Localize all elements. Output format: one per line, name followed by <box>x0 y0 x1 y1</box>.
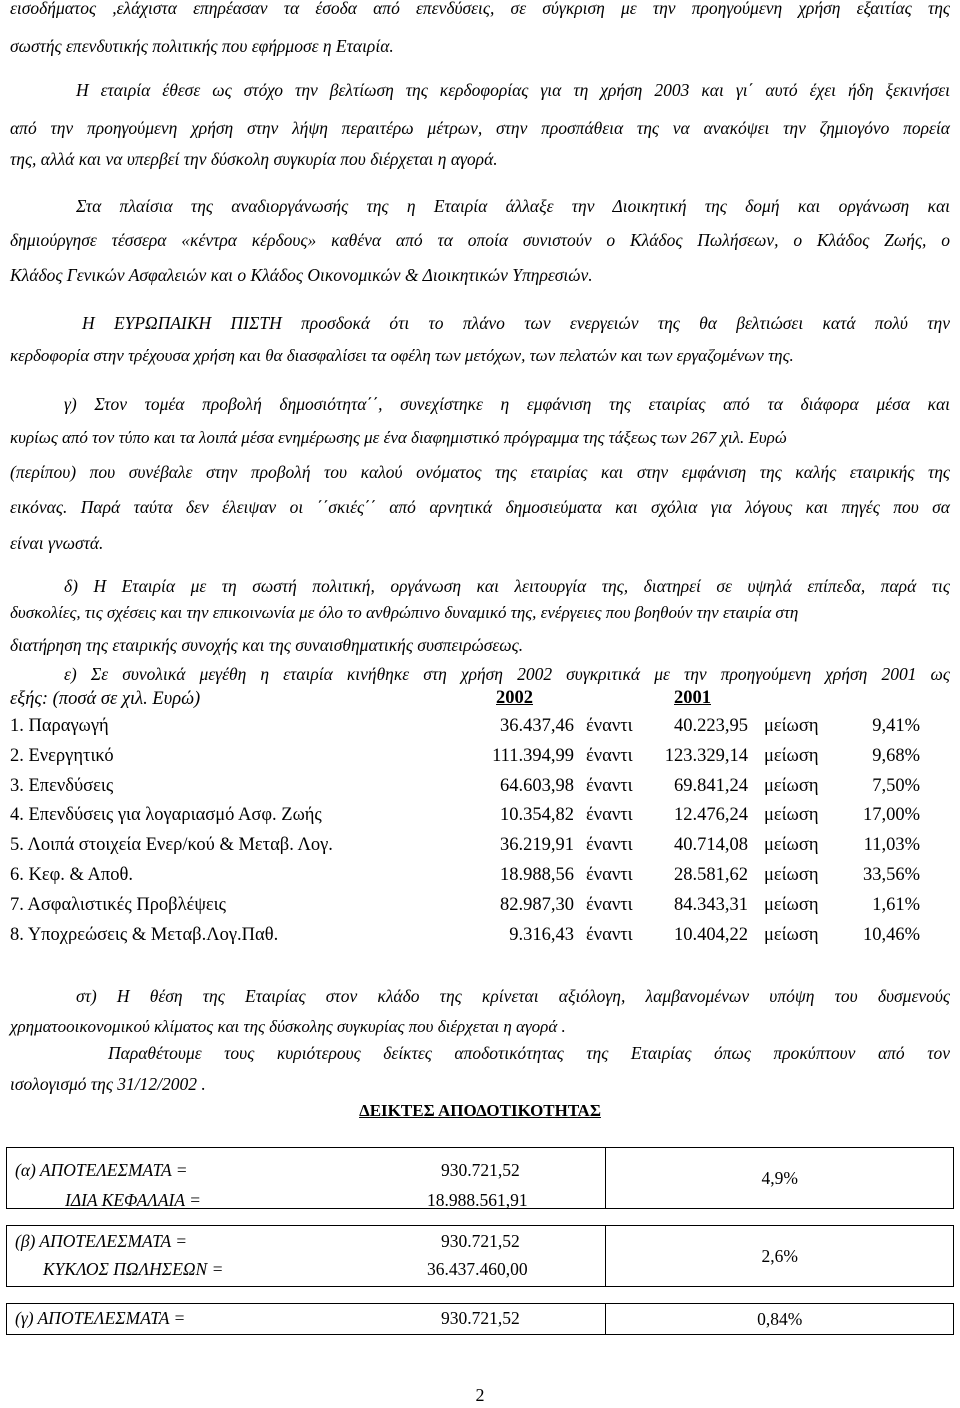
paragraph-line: Στα πλαίσια της αναδιοργάνωσής της η Εταιρία άλλαξε την Διοικητική της δομή και οργάνωση και <box>76 196 950 216</box>
change-percent: 33,56% <box>862 865 920 885</box>
versus-label: έναντι <box>586 745 633 766</box>
ratios-table <box>6 1147 954 1335</box>
ratio-row <box>7 1226 954 1287</box>
value-2001: 40.714,08 <box>674 835 748 856</box>
value-2001: 40.223,95 <box>674 716 748 736</box>
change-percent: 9,68% <box>872 745 920 766</box>
item-label: 3. Επενδύσεις <box>10 775 114 796</box>
item-label: 4. Επενδύσεις για λογαριασμό Ασφ. Ζωής <box>10 805 322 826</box>
financial-row <box>0 716 960 740</box>
item-label: 5. Λοιπά στοιχεία Ενερ/κού & Μεταβ. Λογ. <box>10 835 333 856</box>
change-label: μείωση <box>764 716 819 736</box>
paragraph-line: εξής: (ποσά σε χιλ. Ευρώ) <box>10 689 201 709</box>
paragraph-line: (περίπου) που συνέβαλε στην προβολή του καλού ονόματος της εταιρίας και στην εμφάνιση της καλής εταιρικής της <box>10 462 950 482</box>
versus-label: έναντι <box>586 924 633 945</box>
change-label: μείωση <box>764 924 819 945</box>
paragraph-line: εισοδήματος ,ελάχιστα επηρέασαν τα έσοδα από επενδύσεις, σε σύγκριση με την προηγούμενη χρήση εξαιτίας της <box>10 0 950 18</box>
ratio-value: 930.721,52 <box>441 1308 520 1328</box>
ratio-value: 36.437.460,00 <box>427 1259 528 1279</box>
paragraph-line: Κλάδος Γενικών Ασφαλειών και ο Κλάδος Οικονομικών & Διοικητικών Υπηρεσιών. <box>10 265 593 285</box>
versus-label: έναντι <box>586 716 633 736</box>
paragraph-line: Η εταιρία έθεσε ως στόχο την βελτίωση της κερδοφορίας για τη χρήση 2003 και γι΄ αυτό έχει ήδη ξεκινήσει <box>76 80 950 100</box>
change-percent: 10,46% <box>862 924 920 945</box>
versus-label: έναντι <box>586 775 633 796</box>
financial-row <box>0 805 960 829</box>
value-2002: 36.437,46 <box>500 716 574 736</box>
financial-row <box>0 925 960 949</box>
year-2001-header: 2001 <box>674 688 711 708</box>
value-2001: 123.329,14 <box>664 745 748 766</box>
page-number: 2 <box>475 1385 485 1405</box>
versus-label: έναντι <box>586 865 633 885</box>
item-label: 6. Κεφ. & Αποθ. <box>10 865 133 885</box>
paragraph-line: εικόνας. Παρά ταύτα δεν έλειψαν οι ΄΄σκιές΄΄ από αρνητικά δημοσιεύματα και σχόλια για λόγους και πηγές που σα <box>10 497 950 517</box>
ratio-label: (γ) ΑΠΟΤΕΛΕΣΜΑΤΑ = <box>15 1308 186 1328</box>
paragraph-line: σωστής επενδυτικής πολιτικής που εφήρμοσε η Εταιρία. <box>10 36 394 56</box>
ratio-result: 0,84% <box>606 1304 954 1335</box>
item-label: 7. Ασφαλιστικές Προβλέψεις <box>10 894 226 915</box>
paragraph-line: δημιούργησε τέσσερα «κέντρα κέρδους» καθένα από τα οποία συνιστούν ο Κλάδος Πωλήσεων, ο Κλάδος Ζωής, ο <box>10 230 950 250</box>
change-percent: 11,03% <box>863 835 920 856</box>
change-percent: 1,61% <box>872 894 920 915</box>
value-2001: 28.581,62 <box>674 865 748 885</box>
ratio-result: 4,9% <box>606 1148 954 1209</box>
value-2002: 64.603,98 <box>500 775 574 796</box>
financial-row <box>0 776 960 800</box>
item-label: 2. Ενεργητικό <box>10 745 114 766</box>
paragraph-line: από την προηγούμενη χρήση στην λήψη περαιτέρω μέτρων, στην προσπάθεια της να ανακόψει την ζημιογόνο πορεία <box>10 118 950 138</box>
ratio-label: ΚΥΚΛΟΣ ΠΩΛΗΣΕΩΝ = <box>43 1259 224 1279</box>
paragraph-line: της, αλλά και να υπερβεί την δύσκολη συγκυρία που διέρχεται η αγορά. <box>10 149 498 169</box>
ratio-value: 930.721,52 <box>441 1231 520 1251</box>
change-label: μείωση <box>764 805 819 826</box>
paragraph-line: διατήρηση της εταιρικής συνοχής και της συναισθηματικής συσπειρώσεως. <box>10 635 524 655</box>
value-2002: 10.354,82 <box>500 805 574 826</box>
ratio-label: (α) ΑΠΟΤΕΛΕΣΜΑΤΑ = <box>15 1160 188 1180</box>
paragraph-line: ε) Σε συνολικά μεγέθη η εταιρία κινήθηκε στη χρήση 2002 συγκριτικά με την προηγούμενη χρήση 2001 ως <box>64 664 950 684</box>
ratio-label: (β) ΑΠΟΤΕΛΕΣΜΑΤΑ = <box>15 1231 188 1251</box>
value-2002: 9.316,43 <box>509 924 574 945</box>
value-2001: 84.343,31 <box>674 894 748 915</box>
financial-row <box>0 835 960 859</box>
change-label: μείωση <box>764 865 819 885</box>
financial-row <box>0 746 960 770</box>
value-2002: 36.219,91 <box>500 835 574 856</box>
value-2001: 69.841,24 <box>674 775 748 796</box>
change-label: μείωση <box>764 745 819 766</box>
paragraph-line: δ) Η Εταιρία με τη σωστή πολιτική, οργάνωση και λειτουργία της, διατηρεί σε υψηλά επίπεδα, παρά τις <box>64 576 950 596</box>
value-2001: 10.404,22 <box>674 924 748 945</box>
paragraph-line: γ) Στον τομέα προβολή δημοσιότητα΄΄, συνεχίστηκε η εμφάνιση της εταιρίας από τα διάφορα μέσα και <box>64 394 950 414</box>
change-label: μείωση <box>764 835 819 856</box>
ratio-value: 930.721,52 <box>441 1160 520 1180</box>
versus-label: έναντι <box>586 835 633 856</box>
paragraph-line: Παραθέτουμε τους κυριότερους δείκτες αποδοτικότητας της Εταιρίας όπως προκύπτουν από τον <box>108 1043 950 1063</box>
paragraph-line: κερδοφορία στην τρέχουσα χρήση και θα διασφαλίσει τα οφέλη των μετόχων, των πελατών και των εργαζομένων της. <box>10 346 794 365</box>
item-label: 1. Παραγωγή <box>10 716 109 736</box>
versus-label: έναντι <box>586 894 633 915</box>
value-2002: 82.987,30 <box>500 894 574 915</box>
value-2001: 12.476,24 <box>674 805 748 826</box>
change-label: μείωση <box>764 775 819 796</box>
paragraph-line: είναι γνωστά. <box>10 533 104 553</box>
paragraph-line: ισολογισμό της 31/12/2002 . <box>10 1074 206 1094</box>
ratio-row <box>7 1148 954 1209</box>
ratio-label: ΙΔΙΑ ΚΕΦΑΛΑΙΑ = <box>65 1190 201 1210</box>
paragraph-line: κυρίως από τον τύπο και τα λοιπά μέσα ενημέρωσης με ένα διαφημιστικό πρόγραμμα της τάξεως των 267 χιλ. Ευρώ <box>10 428 787 447</box>
value-2002: 18.988,56 <box>500 865 574 885</box>
paragraph-line: στ) Η θέση της Εταιρίας στον κλάδο της κρίνεται αξιόλογη, λαμβανομένων υπόψη του δυσμενούς <box>76 986 950 1006</box>
financial-row <box>0 895 960 919</box>
ratios-title: ΔΕΙΚΤΕΣ ΑΠΟΔΟΤΙΚΟΤΗΤΑΣ <box>359 1101 601 1120</box>
ratio-row <box>7 1304 954 1335</box>
financial-row <box>0 865 960 889</box>
item-label: 8. Υποχρεώσεις & Μεταβ.Λογ.Παθ. <box>10 924 279 945</box>
change-percent: 17,00% <box>862 805 920 826</box>
paragraph-line: χρηματοοικονομικού κλίματος και της δύσκολης συγκυρίας που διέρχεται η αγορά . <box>10 1017 566 1036</box>
ratio-value: 18.988.561,91 <box>427 1190 528 1210</box>
versus-label: έναντι <box>586 805 633 826</box>
change-percent: 9,41% <box>872 716 920 736</box>
value-2002: 111.394,99 <box>492 745 574 766</box>
year-2002-header: 2002 <box>496 688 533 708</box>
paragraph-line: Η ΕΥΡΩΠΑΙΚΗ ΠΙΣΤΗ προσδοκά ότι το πλάνο των ενεργειών της θα βελτιώσει κατά πολύ την <box>82 313 950 333</box>
paragraph-line: δυσκολίες, τις σχέσεις και την επικοινωνία με όλο το ανθρώπινο δυναμικό της, ενέργειες που βοηθούν την εταιρία στη <box>10 603 799 622</box>
change-label: μείωση <box>764 894 819 915</box>
ratio-result: 2,6% <box>606 1226 954 1287</box>
change-percent: 7,50% <box>872 775 920 796</box>
